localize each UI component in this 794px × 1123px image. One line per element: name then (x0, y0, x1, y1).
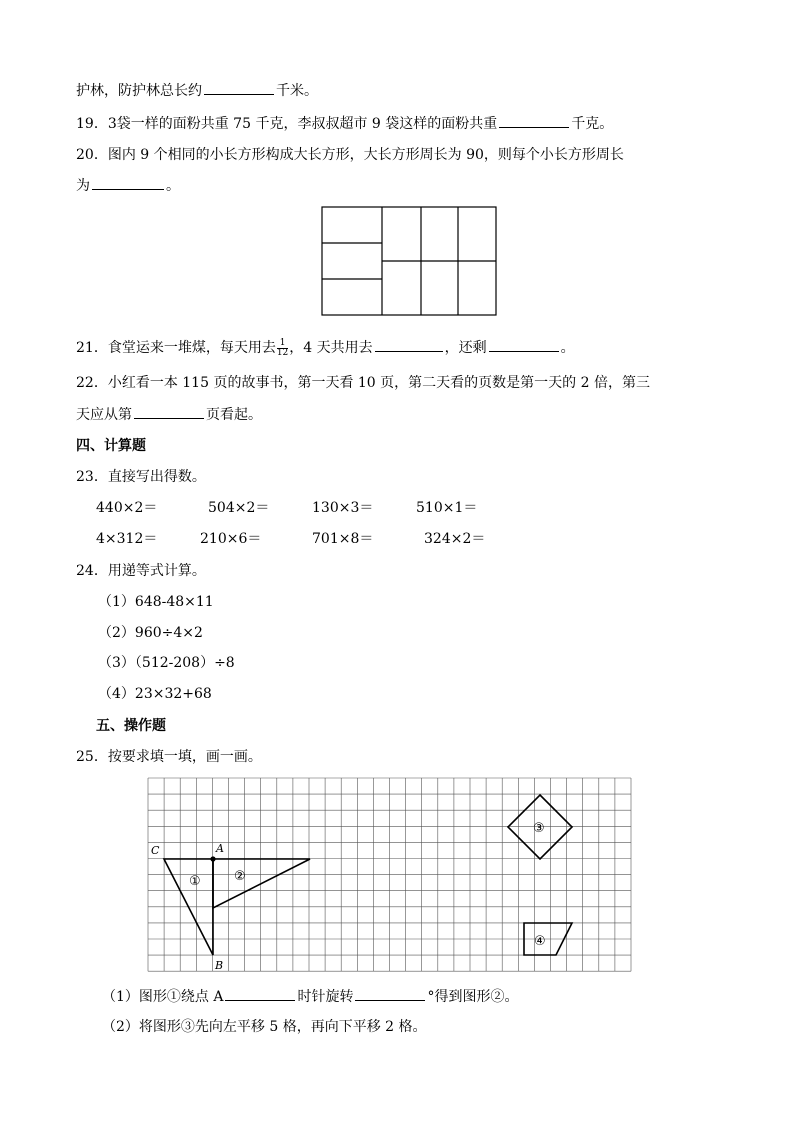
q20-line2-suffix: 。 (166, 178, 180, 194)
q20-number: 20． (76, 147, 108, 163)
section4-title: 四、计算题 (76, 438, 146, 454)
q21-number: 21． (76, 340, 108, 356)
q22-line2-suffix: 页看起。 (206, 407, 262, 423)
q25-sub1-middle: 时针旋转 (297, 989, 354, 1005)
q21-text-c: ，还剩 (444, 340, 487, 356)
q19-suffix: 千克。 (571, 116, 614, 132)
q23-text: 直接写出得数。 (107, 469, 206, 485)
grid-lines (148, 778, 631, 971)
q21-fraction-numerator: 1 (277, 339, 288, 349)
q24-item-3: （3）（512-208）÷8 (98, 655, 235, 671)
label-shape-1: ① (189, 874, 201, 889)
q20-line1 (76, 145, 624, 165)
label-shape-2: ② (234, 869, 246, 884)
q23-calc-6: 210×6＝ (200, 531, 262, 547)
q22-number: 22． (76, 375, 108, 391)
q24-number: 24． (76, 563, 108, 579)
q19-number: 19． (76, 116, 108, 132)
q18-suffix: 千米。 (276, 83, 318, 99)
q21-text-b: ，4 天共用去 (289, 340, 373, 356)
label-c: C (151, 844, 160, 857)
label-b: B (215, 959, 224, 972)
q22-answer-blank[interactable] (134, 404, 204, 419)
q21-fraction-denominator: 12 (276, 347, 289, 358)
q24-text: 用递等式计算。 (107, 563, 206, 579)
point-a-dot (210, 856, 215, 861)
q24-item-2: （2）960÷4×2 (98, 625, 203, 641)
q20-text: 图内 9 个相同的小长方形构成大长方形，大长方形周长为 90，则每个小长方形周长 (107, 147, 624, 163)
q19-answer-blank[interactable] (499, 113, 569, 128)
q25-sub1-prefix: （1）图形①绕点 A (102, 989, 224, 1005)
q23-line (76, 467, 206, 487)
label-shape-4: ④ (534, 934, 546, 949)
q25-sub1-suffix: °得到图形②。 (427, 989, 519, 1005)
q23-calc-7: 701×8＝ (312, 531, 374, 547)
q25-number: 25． (76, 749, 108, 765)
q23-calc-2: 504×2＝ (208, 500, 270, 516)
q25-sub2: （2）将图形③先向左平移 5 格，再向下平移 2 格。 (102, 1019, 427, 1035)
q21-used-blank[interactable] (375, 337, 443, 352)
q21-suffix: 。 (560, 340, 575, 356)
q18-answer-blank[interactable] (204, 80, 274, 95)
q22-line1 (76, 373, 650, 393)
q19-line (76, 113, 613, 134)
q25-sub1 (102, 986, 518, 1007)
q25-line (76, 747, 262, 767)
q18-tail-line (76, 80, 318, 101)
q21-text-a: 食堂运来一堆煤，每天用去 (107, 340, 276, 356)
section5-title: 五、操作题 (96, 718, 166, 734)
q20-line2 (76, 175, 180, 196)
q21-line (76, 337, 575, 358)
q25-grid-figure (140, 772, 645, 980)
q24-item-4: （4）23×32+68 (98, 686, 212, 702)
q20-line2-prefix: 为 (76, 178, 90, 194)
label-shape-3: ③ (533, 821, 545, 836)
q24-line (76, 561, 206, 581)
q22-text: 小红看一本 115 页的故事书，第一天看 10 页，第二天看的页数是第一天的 2 倍，第三 (107, 375, 650, 391)
q23-calc-3: 130×3＝ (312, 500, 374, 516)
shape-2-triangle (213, 859, 310, 908)
q20-rectangle-figure (320, 205, 500, 317)
q24-item-1: （1）648-48×11 (98, 594, 214, 610)
q25-angle-blank[interactable] (355, 986, 425, 1001)
q18-text: 护林，防护林总长约 (76, 83, 202, 99)
q23-number: 23． (76, 469, 108, 485)
q25-text: 按要求填一填，画一画。 (107, 749, 262, 765)
q23-calc-1: 440×2＝ (96, 500, 158, 516)
q23-calc-8: 324×2＝ (424, 531, 486, 547)
label-a: A (216, 842, 224, 855)
q25-direction-blank[interactable] (225, 986, 295, 1001)
q19-text: 3袋一样的面粉共重 75 千克，李叔叔超市 9 袋这样的面粉共重 (107, 116, 498, 132)
q20-answer-blank[interactable] (92, 175, 164, 190)
q21-fraction (277, 339, 288, 358)
q23-calc-4: 510×1＝ (416, 500, 478, 516)
q21-remaining-blank[interactable] (489, 337, 559, 352)
q23-calc-5: 4×312＝ (96, 531, 158, 547)
q22-line2 (76, 404, 262, 425)
q22-line2-prefix: 天应从第 (76, 407, 132, 423)
